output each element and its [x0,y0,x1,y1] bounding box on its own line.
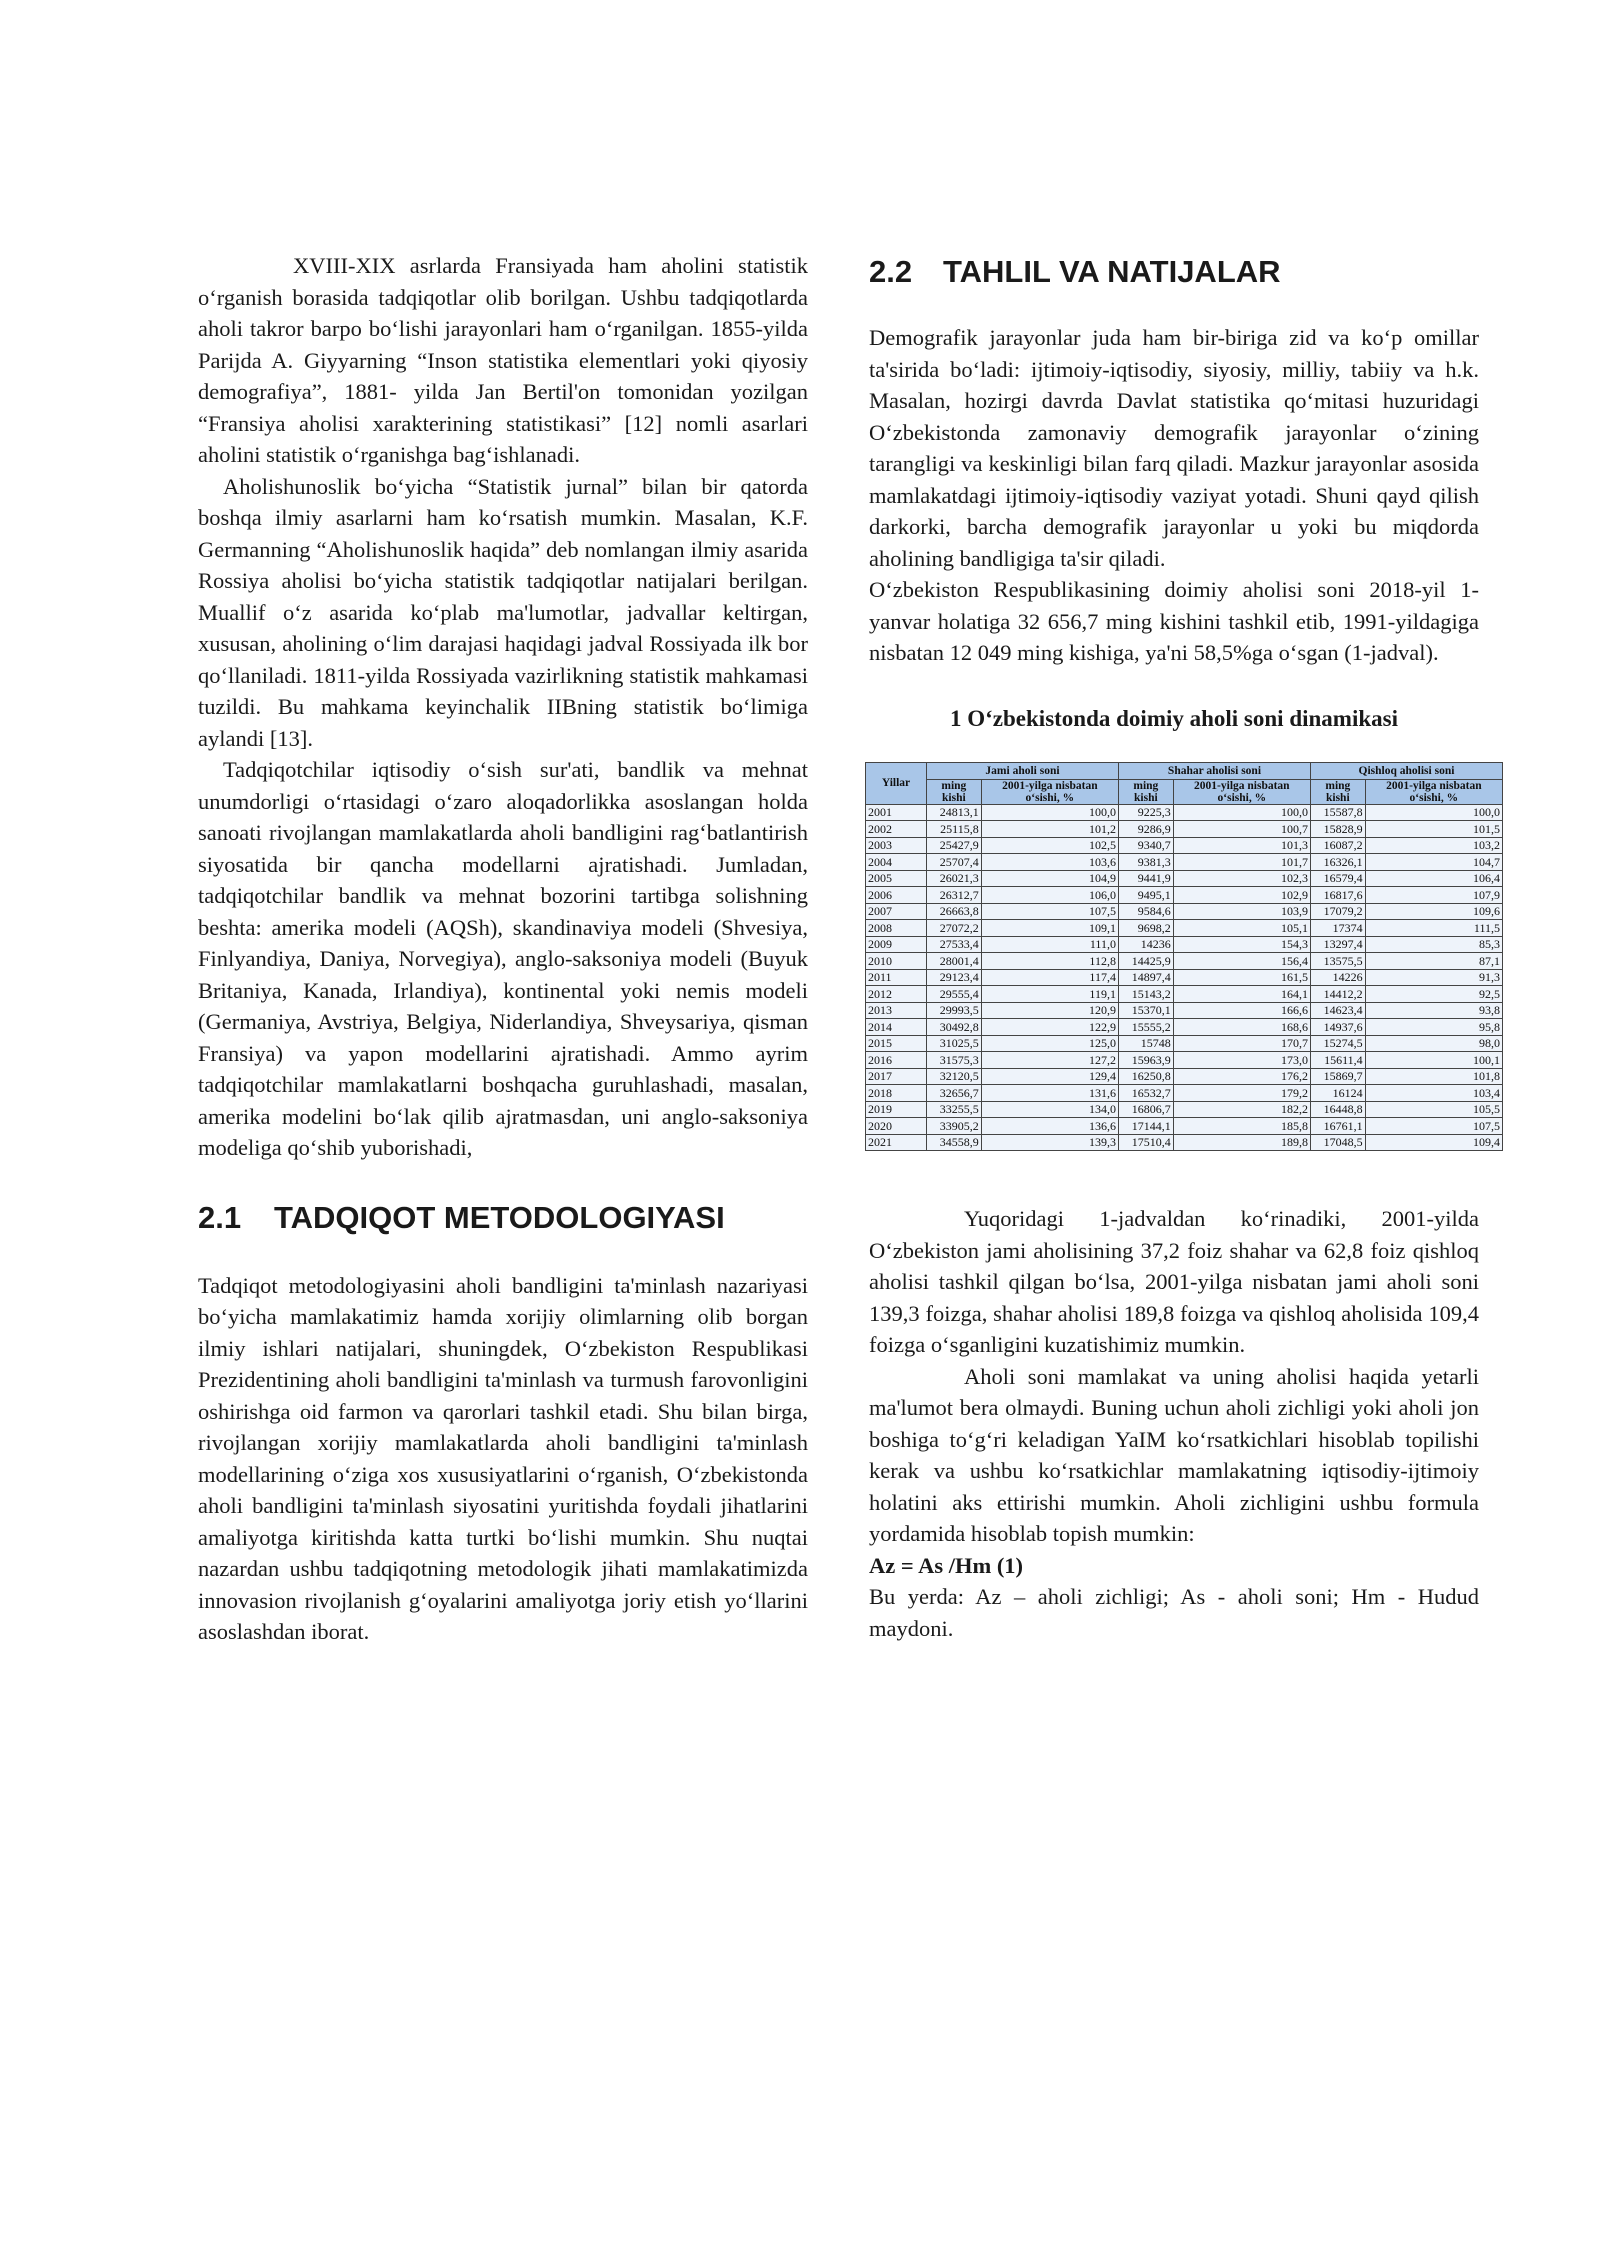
table-cell: 33255,5 [927,1101,982,1118]
paragraph: Aholi soni mamlakat va uning aholisi haqida yetarli ma'lumot bera olmaydi. Buning uchun aholi zichligi yoki aholi jon boshiga to‘g‘ri keladigan YaIM ko‘rsatkichlari hisoblab topilishi kerak va ushbu ko‘rsatkichlar mamlakatning iqtisodiy-ijtimoiy holatini aks ettirishi mumkin. Aholi zichligini ushbu formula yordamida hisoblab topish mumkin: [869,1363,1479,1546]
table-body [866,804,1503,1151]
table-row [866,903,1503,920]
table-cell: 17374 [1310,920,1365,937]
table-row [866,986,1503,1003]
paragraph: XVIII-XIX asrlarda Fransiyada ham aholini statistik o‘rganish borasida tadqiqotlar olib borilgan. Ushbu tadqiqotlarda aholi takror barpo bo‘lishi jarayonlari ham o‘rganilgan. 1855-yilda Parijda A. Giyyarning “Inson statistika elementlari yoki qiyosiy demografiya”, 1881- yilda Jan Bertil'on tomonidan yozilgan “Fransiya aholisi xarakterining statistikasi” [12] nomli asarlari aholini statistik o‘rganishga bag‘ishlanadi. [198,253,808,467]
year-cell: 2005 [866,870,927,887]
table-cell: 100,1 [1365,1052,1502,1069]
table-cell: 9381,3 [1118,854,1173,871]
table-cell: 117,4 [981,969,1118,986]
table-cell: 15555,2 [1118,1019,1173,1036]
table-cell: 14623,4 [1310,1002,1365,1019]
table-row [866,1101,1503,1118]
group-header: Qishloq aholisi soni [1310,763,1502,780]
table-cell: 31025,5 [927,1035,982,1052]
table-cell: 168,6 [1173,1019,1310,1036]
paragraph: Tadqiqotchilar iqtisodiy o‘sish sur'ati, bandlik va mehnat unumdorligi o‘rtasidagi o‘zaro aloqadorlikka asoslangan holda sanoati rivojlangan mamlakatlarda aholi bandligini rag‘batlantirish siyosatida bir qancha modellarni ajratishadi. Jumladan, tadqiqotchilar bandlik va mehnat bozorini tartibga solishning beshta: amerika modeli (AQSh), skandinaviya modeli (Shvesiya, Finlyandiya, Daniya, Norvegiya), anglo-saksoniya modeli (Buyuk Britaniya, Kanada, Irlandiya), kontinental yoki nemis modeli (Germaniya, Avstriya, Belgiya, Niderlandiya, Shveysariya, qisman Fransiya) va yapon modellarini ajratishadi. Ammo ayrim tadqiqotchilar mamlakatlarni boshqacha guruhlashadi, masalan, amerika modelini bo‘lak qilib ajratmasdan, uni anglo-saksoniya modeliga qo‘shib yuborishadi, [198,757,808,1160]
table-cell: 15963,9 [1118,1052,1173,1069]
sub-header: ming kishi [927,779,982,804]
table-cell: 109,4 [1365,1134,1502,1151]
year-cell: 2018 [866,1085,927,1102]
table-cell: 14937,6 [1310,1019,1365,1036]
year-cell: 2009 [866,936,927,953]
table-cell: 29555,4 [927,986,982,1003]
table-cell: 112,8 [981,953,1118,970]
table-cell: 16806,7 [1118,1101,1173,1118]
table-cell: 98,0 [1365,1035,1502,1052]
table-cell: 32656,7 [927,1085,982,1102]
table-row [866,920,1503,937]
section-title: TAHLIL VA NATIJALAR [943,254,1281,289]
table-cell: 17048,5 [1310,1134,1365,1151]
section-number: 2.1 [198,1199,242,1235]
table-cell: 34558,9 [927,1134,982,1151]
year-cell: 2016 [866,1052,927,1069]
table-cell: 179,2 [1173,1085,1310,1102]
sub-header: 2001-yilga nisbatan o‘sishi, % [1365,779,1502,804]
table-row [866,1068,1503,1085]
table-cell: 14236 [1118,936,1173,953]
table-cell: 15828,9 [1310,821,1365,838]
table-cell: 25427,9 [927,837,982,854]
table-cell: 17144,1 [1118,1118,1173,1135]
table-cell: 107,5 [981,903,1118,920]
year-cell: 2019 [866,1101,927,1118]
year-header: Yillar [866,763,927,805]
table-cell: 101,7 [1173,854,1310,871]
year-cell: 2012 [866,986,927,1003]
table-cell: 9225,3 [1118,804,1173,821]
left-column [198,250,808,1648]
table-cell: 33905,2 [927,1118,982,1135]
table-row [866,804,1503,821]
table-cell: 16532,7 [1118,1085,1173,1102]
sub-header: ming kishi [1118,779,1173,804]
table-cell: 14412,2 [1310,986,1365,1003]
table-cell: 107,5 [1365,1118,1502,1135]
table-cell: 101,5 [1365,821,1502,838]
table-row [866,969,1503,986]
group-header: Shahar aholisi soni [1118,763,1310,780]
table-cell: 127,2 [981,1052,1118,1069]
table-cell: 100,7 [1173,821,1310,838]
table-cell: 102,5 [981,837,1118,854]
table-cell: 164,1 [1173,986,1310,1003]
table-cell: 14226 [1310,969,1365,986]
table-cell: 9698,2 [1118,920,1173,937]
paragraph: O‘zbekiston Respublikasining doimiy aholisi soni 2018-yil 1-yanvar holatiga 32 656,7 ming kishini tashkil etib, 1991-yildagiga nisbatan 12 049 ming kishiga, ya'ni 58,5%ga o‘sgan (1-jadval). [869,577,1479,665]
table-cell: 103,9 [1173,903,1310,920]
table-cell: 13575,5 [1310,953,1365,970]
table-row [866,887,1503,904]
table-cell: 109,1 [981,920,1118,937]
table-cell: 103,2 [1365,837,1502,854]
table-cell: 100,0 [981,804,1118,821]
table-cell: 111,0 [981,936,1118,953]
table-cell: 15274,5 [1310,1035,1365,1052]
year-cell: 2006 [866,887,927,904]
sub-header: ming kishi [1310,779,1365,804]
table-cell: 24813,1 [927,804,982,821]
table-cell: 106,0 [981,887,1118,904]
table-cell: 119,1 [981,986,1118,1003]
table-cell: 9495,1 [1118,887,1173,904]
year-cell: 2020 [866,1118,927,1135]
year-cell: 2011 [866,969,927,986]
year-cell: 2003 [866,837,927,854]
table-cell: 122,9 [981,1019,1118,1036]
table-cell: 17079,2 [1310,903,1365,920]
table-cell: 109,6 [1365,903,1502,920]
table-cell: 25707,4 [927,854,982,871]
table-cell: 85,3 [1365,936,1502,953]
table-cell: 95,8 [1365,1019,1502,1036]
table-cell: 87,1 [1365,953,1502,970]
table-row [866,1118,1503,1135]
year-cell: 2007 [866,903,927,920]
table-cell: 107,9 [1365,887,1502,904]
table-caption: 1 O‘zbekistonda doimiy aholi soni dinamikasi [950,705,1398,731]
table-cell: 105,5 [1365,1101,1502,1118]
table-cell: 161,5 [1173,969,1310,986]
table-cell: 9584,6 [1118,903,1173,920]
table-cell: 16761,1 [1310,1118,1365,1135]
section-heading-results [869,252,1479,292]
table-cell: 173,0 [1173,1052,1310,1069]
table-cell: 26021,3 [927,870,982,887]
year-cell: 2010 [866,953,927,970]
section-heading-methodology [198,1198,808,1238]
table-cell: 125,0 [981,1035,1118,1052]
table-row [866,837,1503,854]
table-cell: 102,3 [1173,870,1310,887]
table-cell: 176,2 [1173,1068,1310,1085]
table-row [866,854,1503,871]
population-table [865,762,1503,1151]
table-cell: 139,3 [981,1134,1118,1151]
group-header: Jami aholi soni [927,763,1119,780]
table-cell: 91,3 [1365,969,1502,986]
table-cell: 131,6 [981,1085,1118,1102]
table-cell: 9340,7 [1118,837,1173,854]
sub-header: 2001-yilga nisbatan o‘sishi, % [981,779,1118,804]
table-cell: 104,7 [1365,854,1502,871]
table-cell: 17510,4 [1118,1134,1173,1151]
table-cell: 105,1 [1173,920,1310,937]
year-cell: 2008 [866,920,927,937]
table-row [866,1002,1503,1019]
table-cell: 120,9 [981,1002,1118,1019]
table-cell: 101,2 [981,821,1118,838]
table-cell: 15748 [1118,1035,1173,1052]
table-cell: 16579,4 [1310,870,1365,887]
table-cell: 106,4 [1365,870,1502,887]
section-number: 2.2 [869,254,913,289]
table-cell: 166,6 [1173,1002,1310,1019]
formula: Az = As /Hm (1) [869,1552,1024,1578]
year-cell: 2014 [866,1019,927,1036]
table-cell: 103,6 [981,854,1118,871]
table-cell: 15143,2 [1118,986,1173,1003]
table-row [866,1085,1503,1102]
table-cell: 29123,4 [927,969,982,986]
table-cell: 15611,4 [1310,1052,1365,1069]
year-cell: 2015 [866,1035,927,1052]
table-cell: 104,9 [981,870,1118,887]
table-row [866,870,1503,887]
table-cell: 27072,2 [927,920,982,937]
table-row [866,1035,1503,1052]
table-cell: 136,6 [981,1118,1118,1135]
year-cell: 2002 [866,821,927,838]
table-row [866,953,1503,970]
table-cell: 29993,5 [927,1002,982,1019]
table-cell: 16124 [1310,1085,1365,1102]
table-cell: 101,3 [1173,837,1310,854]
table-cell: 189,8 [1173,1134,1310,1151]
paragraph: Tadqiqot metodologiyasini aholi bandligini ta'minlash nazariyasi bo‘yicha mamlakatimiz hamda xorijiy olimlarning olib borgan ilmiy ishlari natijalari, shuningdek, O‘zbekiston Respublikasi Prezidentining aholi bandligini ta'minlash va turmush farovonligini oshirishga oid farmon va qarorlari tashkil etadi. Shu bilan birga, rivojlangan xorijiy mamlakatlarda aholi bandligini ta'minlash modellarining o‘ziga xos xususiyatlarini o‘rganish, O‘zbekistonda aholi bandligini ta'minlash siyosatini yuritishda foydali jihatlarini amaliyotga kiritishda katta turtki bo‘lishi mumkin. Shu nuqtai nazardan ushbu tadqiqotning metodologik jihati mamlakatimizda innovasion rivojlanish g‘oyalarini amaliyotga joriy etish yo‘llarini asoslashdan iborat. [198,1272,808,1644]
table-cell: 15370,1 [1118,1002,1173,1019]
table-cell: 25115,8 [927,821,982,838]
table-row [866,936,1503,953]
table-cell: 28001,4 [927,953,982,970]
table-cell: 185,8 [1173,1118,1310,1135]
table-cell: 100,0 [1365,804,1502,821]
table-cell: 15587,8 [1310,804,1365,821]
year-cell: 2013 [866,1002,927,1019]
table-cell: 103,4 [1365,1085,1502,1102]
table-cell: 100,0 [1173,804,1310,821]
table-cell: 26312,7 [927,887,982,904]
table-cell: 156,4 [1173,953,1310,970]
paragraph: Bu yerda: Az – aholi zichligi; As - aholi soni; Hm - Hudud maydoni. [869,1584,1479,1641]
table-cell: 15869,7 [1310,1068,1365,1085]
table-cell: 101,8 [1365,1068,1502,1085]
table-cell: 13297,4 [1310,936,1365,953]
population-table-wrapper [868,762,1500,1151]
table-cell: 154,3 [1173,936,1310,953]
table-cell: 31575,3 [927,1052,982,1069]
table-cell: 32120,5 [927,1068,982,1085]
table-cell: 30492,8 [927,1019,982,1036]
table-row [866,1134,1503,1151]
table-cell: 92,5 [1365,986,1502,1003]
right-column [868,250,1500,1644]
year-cell: 2004 [866,854,927,871]
paragraph: Yuqoridagi 1-jadvaldan ko‘rinadiki, 2001-yilda O‘zbekiston jami aholisining 37,2 foiz shahar va 62,8 foiz qishloq aholisi tashkil qilgan bo‘lsa, 2001-yilga nisbatan jami aholi soni 139,3 foizga, shahar aholisi 189,8 foizga va qishloq aholisida 109,4 foizga o‘sganligini kuzatishimiz mumkin. [869,1206,1479,1357]
table-row [866,1052,1503,1069]
paragraph: Demografik jarayonlar juda ham bir-biriga zid va ko‘p omillar ta'sirida bo‘ladi: ijtimoiy-iqtisodiy, siyosiy, milliy, tabiiy va h.k. Masalan, hozirgi davrda Davlat statistika qo‘mitasi huzuridagi O‘zbekistonda zamonaviy demografik jarayonlar o‘zining tarangligi va keskinligi bilan farq qiladi. Mazkur jarayonlar asosida mamlakatdagi ijtimoiy-iqtisodiy vaziyat yotadi. Shuni qayd qilish darkorki, barcha demografik jarayonlar u yoki bu miqdorda aholining bandligiga ta'sir qiladi. [869,325,1479,571]
sub-header: 2001-yilga nisbatan o‘sishi, % [1173,779,1310,804]
table-cell: 16817,6 [1310,887,1365,904]
table-cell: 9441,9 [1118,870,1173,887]
table-cell: 27533,4 [927,936,982,953]
table-cell: 93,8 [1365,1002,1502,1019]
paragraph: Aholishunoslik bo‘yicha “Statistik jurnal” bilan bir qatorda boshqa ilmiy asarlarni ham ko‘rsatish mumkin. Masalan, K.F. Germanning “Aholishunoslik haqida” deb nomlangan ilmiy asarida Rossiya aholisi bo‘yicha statistik tadqiqotlar natijalari berilgan. Muallif o‘z asarida ko‘plab ma'lumotlar, jadvallar keltirgan, xususan, aholining o‘lim darajasi haqidagi jadval Rossiyada ilk bor qo‘llaniladi. 1811-yilda Rossiyada vazirlikning statistik mahkamasi tuzildi. Bu mahkama keyinchalik IIBning statistik bo‘limiga aylandi [13]. [198,473,808,751]
table-cell: 102,9 [1173,887,1310,904]
table-cell: 14897,4 [1118,969,1173,986]
section-title: TADQIQOT METODOLOGIYASI [274,1199,725,1235]
table-cell: 170,7 [1173,1035,1310,1052]
table-cell: 16326,1 [1310,854,1365,871]
year-cell: 2001 [866,804,927,821]
table-cell: 111,5 [1365,920,1502,937]
table-cell: 134,0 [981,1101,1118,1118]
table-row [866,1019,1503,1036]
table-cell: 16087,2 [1310,837,1365,854]
table-cell: 182,2 [1173,1101,1310,1118]
table-cell: 14425,9 [1118,953,1173,970]
table-row [866,821,1503,838]
year-cell: 2017 [866,1068,927,1085]
table-cell: 26663,8 [927,903,982,920]
table-cell: 16250,8 [1118,1068,1173,1085]
table-cell: 9286,9 [1118,821,1173,838]
table-cell: 16448,8 [1310,1101,1365,1118]
year-cell: 2021 [866,1134,927,1151]
table-cell: 129,4 [981,1068,1118,1085]
